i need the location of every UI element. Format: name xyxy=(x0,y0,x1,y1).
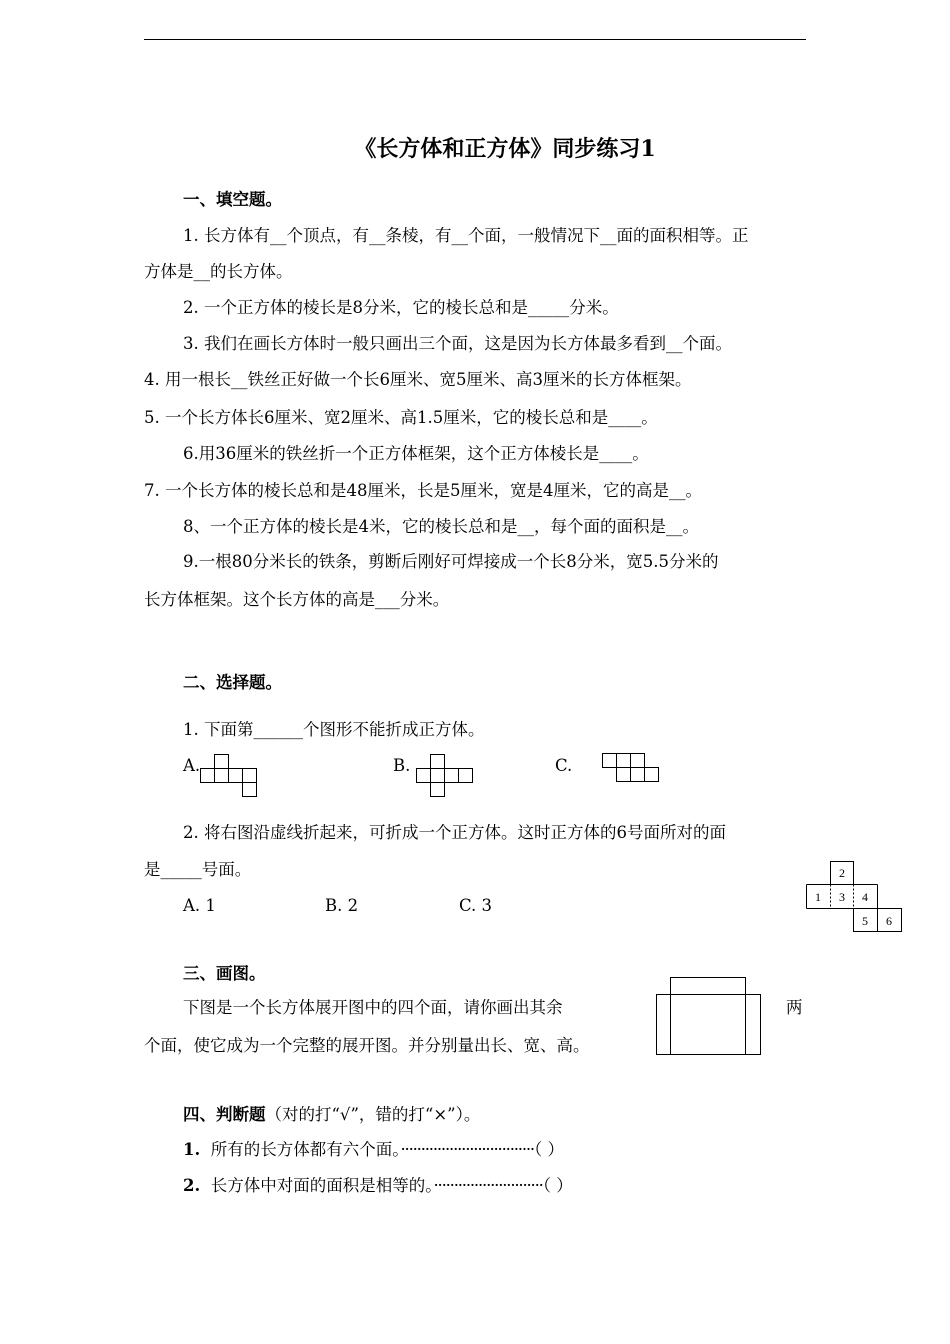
question-1-8: 8、一个正方体的棱长是4米，它的棱长总和是__，每个面的面积是__。 xyxy=(183,517,699,536)
judge-item-2-dots: ··························· xyxy=(433,1176,543,1195)
header-rule xyxy=(144,39,806,40)
question-1-4: 4. 用一根长__铁丝正好做一个长6厘米、宽5厘米、高3厘米的长方体框架。 xyxy=(144,370,692,389)
section4-heading-row xyxy=(183,1105,480,1125)
option-2-b: B. 2 xyxy=(325,896,359,915)
section1-heading: 一、填空题。 xyxy=(183,190,282,209)
net-figure-a xyxy=(199,754,261,800)
net-figure-c xyxy=(601,753,665,787)
page-title: 《长方体和正方体》同步练习1 xyxy=(354,136,656,162)
section4-heading: 四、判断题 xyxy=(183,1105,266,1124)
question-1-9-line2: 长方体框架。这个长方体的高是___分米。 xyxy=(144,590,450,609)
section4-heading-note: （对的打“√”，错的打“×”）。 xyxy=(265,1105,481,1124)
cuboid-net-partial xyxy=(653,976,765,1058)
judge-item-2-num: 2. xyxy=(183,1176,201,1195)
drawing-instruction-line2: 个面，使它成为一个完整的展开图。并分别量出长、宽、高。 xyxy=(144,1036,590,1055)
option-b-label: B. xyxy=(393,756,411,775)
net-label-5: 5 xyxy=(862,914,868,928)
judge-item-1-text: 所有的长方体都有六个面。 xyxy=(210,1140,401,1159)
option-2-a: A. 1 xyxy=(183,896,216,915)
judge-item-2 xyxy=(183,1176,573,1196)
net-figure-b xyxy=(415,754,477,800)
question-1-2: 2. 一个正方体的棱长是8分米，它的棱长总和是_____分米。 xyxy=(183,298,619,317)
section3-heading: 三、画图。 xyxy=(183,964,266,983)
judge-item-2-answer-blank[interactable]: （ ） xyxy=(542,1176,573,1195)
question-1-5: 5. 一个长方体长6厘米、宽2厘米、高1.5厘米，它的棱长总和是____。 xyxy=(144,408,658,427)
judge-item-1-num: 1. xyxy=(183,1140,201,1159)
option-2-c: C. 3 xyxy=(459,896,493,915)
judge-item-1-answer-blank[interactable]: （ ） xyxy=(533,1140,564,1159)
net-label-3: 3 xyxy=(839,890,845,904)
option-c-label: C. xyxy=(555,756,573,775)
question-1-3: 3. 我们在画长方体时一般只画出三个面，这是因为长方体最多看到__个面。 xyxy=(183,334,732,353)
judge-item-2-text: 长方体中对面的面积是相等的。 xyxy=(210,1176,434,1195)
question-2-2-line2: 是_____号面。 xyxy=(144,860,252,879)
question-1-1-line1: 1. 长方体有__个顶点，有__条棱，有__个面，一般情况下__面的面积相等。正 xyxy=(183,226,749,245)
question-2-1: 1. 下面第______个图形不能折成正方体。 xyxy=(183,720,485,739)
drawing-instruction-line1: 下图是一个长方体展开图中的四个面，请你画出其余 xyxy=(183,998,563,1017)
question-1-6: 6.用36厘米的铁丝折一个正方体框架，这个正方体棱长是____。 xyxy=(183,444,649,463)
judge-item-1 xyxy=(183,1140,564,1160)
net-label-4: 4 xyxy=(862,890,868,904)
net-label-2: 2 xyxy=(839,866,845,880)
net-label-6: 6 xyxy=(886,914,892,928)
numbered-cube-net xyxy=(806,861,904,935)
question-1-7: 7. 一个长方体的棱长总和是48厘米，长是5厘米，宽是4厘米，它的高是__。 xyxy=(144,481,702,500)
section2-heading: 二、选择题。 xyxy=(183,673,282,692)
judge-item-1-dots: ································· xyxy=(400,1140,534,1159)
question-2-2-line1: 2. 将右图沿虚线折起来，可折成一个正方体。这时正方体的6号面所对的面 xyxy=(183,823,726,842)
option-a-label: A. xyxy=(183,756,201,775)
drawing-instruction-tail: 两 xyxy=(786,998,803,1017)
question-1-1-line2: 方体是__的长方体。 xyxy=(144,262,293,281)
question-1-9-line1: 9.一根80分米长的铁条，剪断后刚好可焊接成一个长8分米，宽5.5分米的 xyxy=(183,552,719,571)
net-label-1: 1 xyxy=(815,890,821,904)
